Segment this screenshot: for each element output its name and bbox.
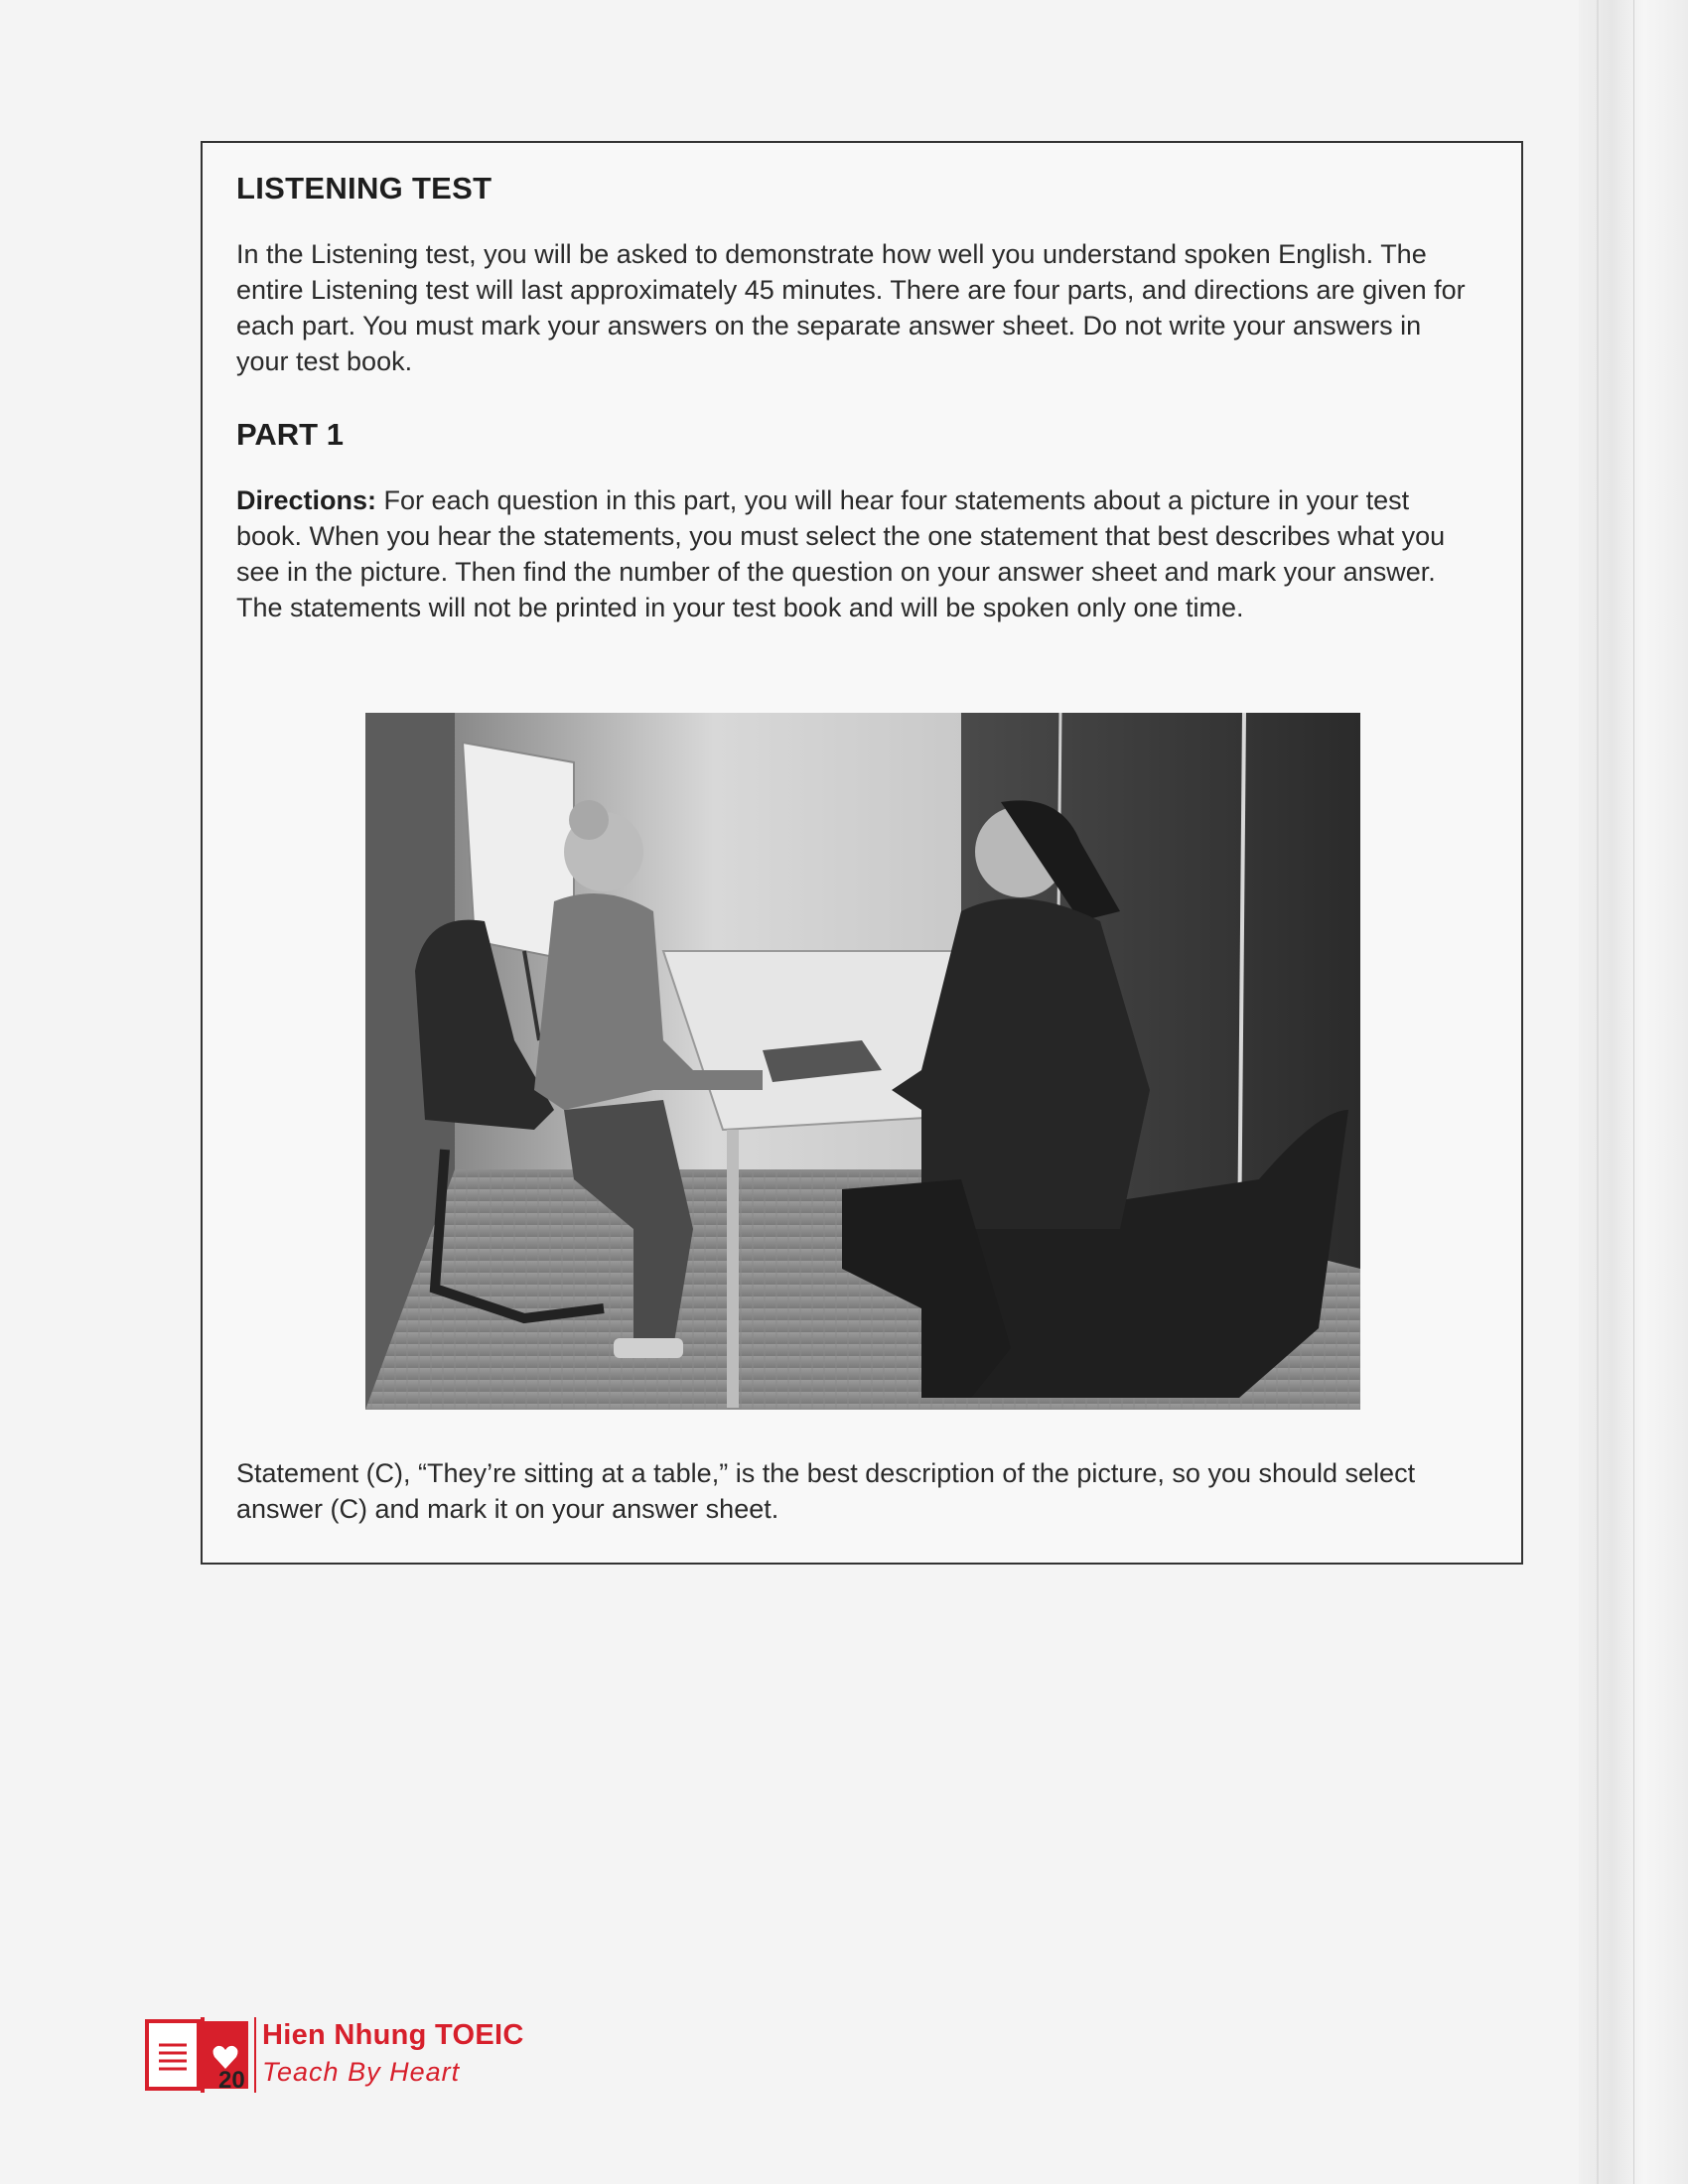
directions-text: For each question in this part, you will hear four statements about a picture in your test book. When you hear the statements, you must select the one statement that best describes what you see in the picture. Then find the number of the question on your answer sheet and mark your answer. The statements will not be printed in your test book and will be spoken only one time. — [236, 485, 1446, 622]
brand-tagline: Teach By Heart — [262, 2057, 461, 2087]
section-title: LISTENING TEST — [236, 171, 492, 205]
intro-paragraph: In the Listening test, you will be asked to demonstrate how well you understand spoken English. The entire Listening test will last approximately 45 minutes. There are four parts, and directions are given for each part. You must mark your answers on the separate answer sheet. Do not write your answers in your test book. — [236, 239, 1466, 376]
directions-paragraph — [236, 482, 1468, 625]
example-statement: Statement (C), “They’re sitting at a table,” is the best description of the picture, so you should select answer (C) and mark it on your answer sheet. — [236, 1458, 1416, 1524]
brand-name: Hien Nhung TOEIC — [262, 2019, 524, 2051]
page-number: 20 — [218, 2067, 245, 2094]
example-photo — [365, 713, 1360, 1410]
page-edge-shadow — [1579, 0, 1688, 2184]
directions-label: Directions: — [236, 485, 377, 515]
part-title: PART 1 — [236, 417, 344, 452]
example-box — [201, 141, 1523, 1565]
logo-divider — [254, 2017, 256, 2093]
publisher-logo — [145, 2015, 542, 2095]
